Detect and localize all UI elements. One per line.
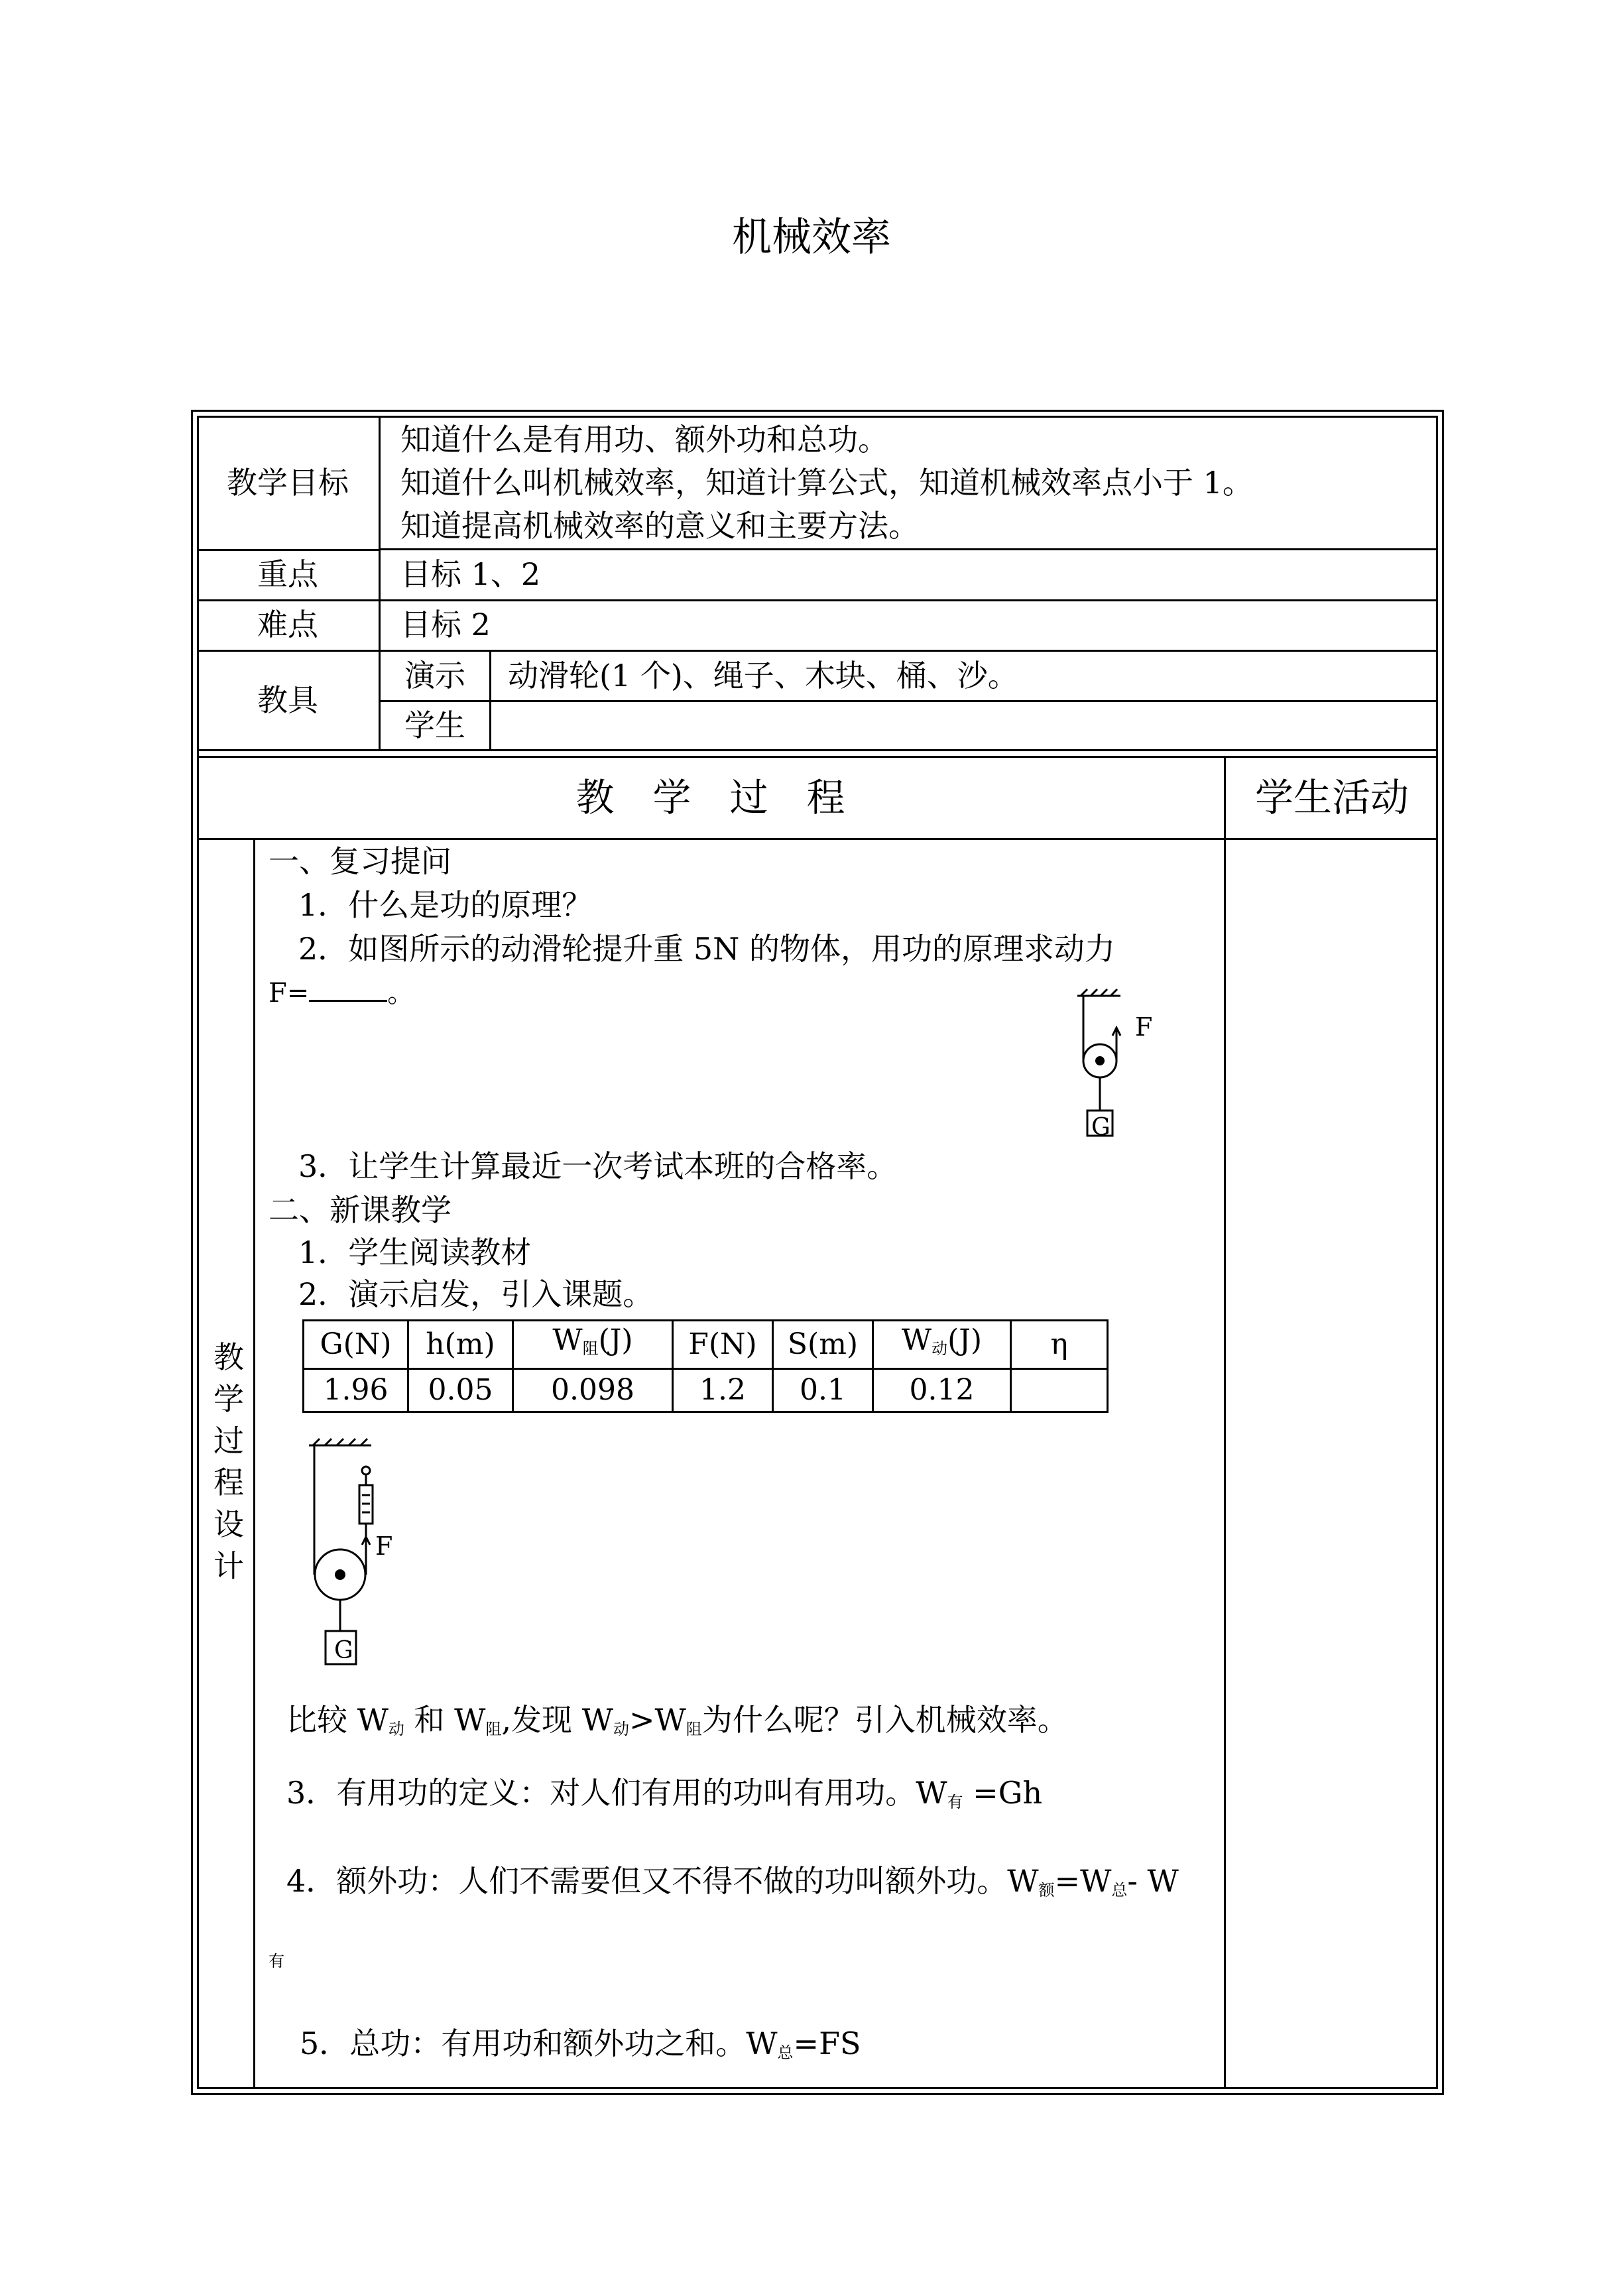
- table-header-cell: η: [1011, 1321, 1108, 1369]
- question-2-prefix: F=: [269, 978, 310, 1008]
- table-header-cell: $W_阻(J)$: [513, 1321, 673, 1369]
- demo-value: 动滑轮(1 个)、绳子、木块、桶、沙。: [508, 658, 1018, 694]
- weight-label-1: G: [1091, 1114, 1111, 1141]
- total-work-definition: 5．总功：有用功和额外功之和。$W_总=FS$: [300, 2025, 861, 2062]
- demo-label: 演示: [404, 658, 465, 694]
- design-label-char: 学: [213, 1381, 244, 1417]
- table-header-row: [304, 1321, 1108, 1369]
- objectives-label: 教学目标: [227, 465, 349, 501]
- step-1: 1．学生阅读教材: [298, 1235, 532, 1270]
- key-value: 目标 1、2: [400, 556, 541, 592]
- table-cell: 0.098: [513, 1369, 673, 1412]
- tools-label: 教具: [257, 682, 318, 718]
- divider: [197, 650, 1438, 652]
- weight-label-2: G: [334, 1637, 353, 1664]
- table-header-cell: $W_动(J)$: [873, 1321, 1011, 1369]
- process-heading: 教 学 过 程: [575, 775, 845, 820]
- table-cell: 0.05: [408, 1369, 513, 1412]
- useful-work-definition: 3．有用功的定义：对人们有用的功叫有用功。$W_有 =Gh$: [286, 1775, 1043, 1811]
- table-header-cell: h(m): [408, 1321, 513, 1369]
- table-header-cell: S(m): [773, 1321, 873, 1369]
- force-label-1: F: [1135, 1012, 1153, 1042]
- objective-2: 知道什么叫机械效率，知道计算公式，知道机械效率点小于 1。: [400, 465, 1253, 501]
- extra-work-definition: 4．额外功：人们不需要但又不得不做的功叫额外功。$W_额=W_总-$ W: [286, 1863, 1179, 1900]
- question-2-answer: [269, 972, 414, 1014]
- divider: [197, 756, 1438, 758]
- question-3: 3．让学生计算最近一次考试本班的合格率。: [298, 1148, 898, 1184]
- page-title: 机械效率: [732, 214, 891, 261]
- question-2: 2．如图所示的动滑轮提升重 5N 的物体，用功的原理求动力: [298, 931, 1116, 967]
- divider: [1224, 756, 1226, 2089]
- student-label: 学生: [404, 707, 465, 743]
- table-row: [304, 1369, 1108, 1412]
- table-cell: [1011, 1369, 1108, 1412]
- difficulty-value: 目标 2: [400, 607, 491, 642]
- table-cell: 0.12: [873, 1369, 1011, 1412]
- design-label-char: 教: [213, 1339, 244, 1375]
- table-header-cell: F(N): [673, 1321, 773, 1369]
- question-2-suffix: 。: [387, 978, 414, 1008]
- force-label-2: F: [375, 1532, 393, 1561]
- design-label-char: 过: [213, 1423, 244, 1459]
- section-new: 二、新课教学: [269, 1192, 451, 1228]
- key-label: 重点: [257, 556, 318, 592]
- table-cell: 1.96: [304, 1369, 408, 1412]
- activity-heading: 学生活动: [1254, 775, 1409, 820]
- compare-text: 比较 $W_动$ 和 $W_阻$,发现 $W_动>W_阻$为什么呢？引入机械效率。: [286, 1702, 1068, 1738]
- divider: [379, 548, 1438, 550]
- table-cell: 0.1: [773, 1369, 873, 1412]
- divider: [379, 700, 1438, 702]
- divider: [197, 749, 1438, 751]
- section-review: 一、复习提问: [269, 843, 451, 879]
- answer-blank[interactable]: [309, 973, 387, 1002]
- objective-3: 知道提高机械效率的意义和主要方法。: [400, 508, 919, 544]
- divider: [197, 549, 379, 551]
- design-label-char: 计: [213, 1548, 244, 1584]
- question-1: 1．什么是功的原理？: [298, 887, 593, 923]
- experiment-table: [302, 1319, 1109, 1413]
- design-label-char: 设: [213, 1506, 244, 1542]
- step-2: 2．演示启发，引入课题。: [298, 1276, 654, 1312]
- divider: [197, 599, 1438, 601]
- objective-1: 知道什么是有用功、额外功和总功。: [400, 422, 888, 457]
- design-label-char: 程: [213, 1465, 244, 1500]
- difficulty-label: 难点: [257, 607, 318, 642]
- table-cell: 1.2: [673, 1369, 773, 1412]
- extra-work-wrap: 有: [269, 1952, 284, 1970]
- table-header-cell: G(N): [304, 1321, 408, 1369]
